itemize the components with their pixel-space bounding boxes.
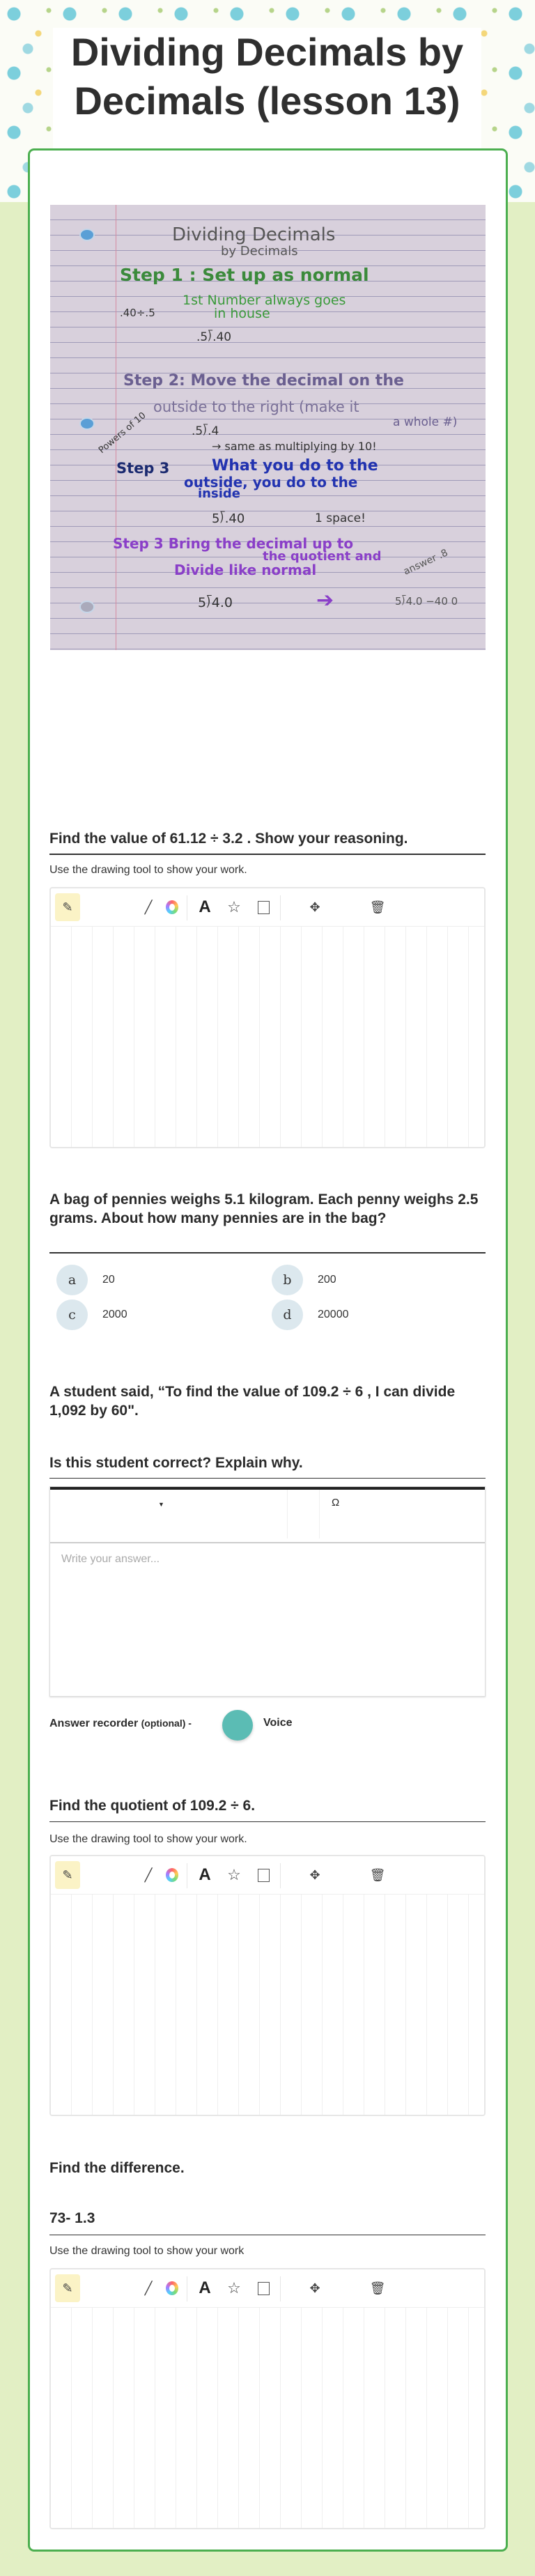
question-5-instruction: Use the drawing tool to show your work: [49, 2245, 245, 2257]
option-text: 200: [318, 1274, 336, 1286]
notes-text: 5⟌.40: [212, 511, 245, 526]
notes-text: a whole #): [393, 415, 458, 429]
text-icon[interactable]: A: [199, 1865, 211, 1884]
option-text: 2000: [102, 1309, 127, 1320]
drawing-board-1[interactable]: [49, 887, 486, 1148]
option-a[interactable]: [56, 1265, 115, 1295]
recorder-optional: (optional) -: [141, 1718, 192, 1729]
title-banner: [53, 28, 481, 148]
binder-hole: [79, 601, 95, 613]
option-c[interactable]: [56, 1299, 127, 1330]
text-icon[interactable]: A: [199, 897, 211, 916]
notes-text: outside, you do to the: [184, 474, 358, 491]
drawing-board-3[interactable]: [49, 2268, 486, 2529]
pencil-icon[interactable]: ✎: [55, 2274, 80, 2302]
drawing-board-2[interactable]: [49, 1855, 486, 2116]
option-text: 20000: [318, 1309, 349, 1320]
trash-icon[interactable]: 🗑: [369, 1867, 386, 1882]
dropdown-arrow-icon[interactable]: ▼: [158, 1501, 164, 1508]
page-title: Dividing Decimals by Decimals (lesson 13): [70, 30, 464, 123]
question-1-heading: Find the value of 61.12 ÷ 3.2 . Show your reasoning.: [49, 831, 408, 847]
notes-text: 1st Number always goes: [183, 293, 346, 308]
arrow-icon: ➔: [316, 588, 334, 612]
image-icon[interactable]: [251, 893, 276, 921]
notes-text: outside to the right (make it: [153, 399, 359, 415]
move-icon[interactable]: ✥: [309, 900, 320, 914]
move-icon[interactable]: ✥: [309, 1867, 320, 1882]
divider: [49, 1821, 486, 1822]
move-icon[interactable]: ✥: [309, 2281, 320, 2295]
question-2-heading: A bag of pennies weighs 5.1 kilogram. Each penny weighs 2.5 grams. About how many pennies are in the bag?: [49, 1191, 479, 1226]
color-wheel-icon[interactable]: [160, 1861, 185, 1889]
binder-hole: [79, 417, 95, 430]
drawing-toolbar: [51, 2269, 484, 2308]
drawing-canvas[interactable]: [51, 2308, 484, 2528]
question-1-instruction: Use the drawing tool to show your work.: [49, 864, 247, 876]
brush-icon[interactable]: ╱: [144, 1867, 153, 1882]
notes-text: 1 space!: [315, 511, 366, 525]
option-letter: b: [272, 1265, 303, 1295]
drawing-toolbar: [51, 888, 484, 927]
image-icon[interactable]: [251, 2274, 276, 2302]
binder-hole: [79, 229, 95, 241]
question-4-heading: Find the quotient of 109.2 ÷ 6.: [49, 1798, 256, 1814]
option-letter: c: [56, 1299, 88, 1330]
drawing-toolbar: [51, 1856, 484, 1895]
notes-text: in house: [214, 306, 270, 321]
star-icon[interactable]: ☆: [227, 2279, 241, 2297]
star-icon[interactable]: ☆: [227, 898, 241, 916]
option-d[interactable]: [272, 1299, 349, 1330]
notes-text: 5⟌4.0: [198, 595, 233, 610]
option-letter: a: [56, 1265, 88, 1295]
option-text: 20: [102, 1274, 115, 1286]
notes-step1: Step 1 : Set up as normal: [120, 265, 369, 285]
record-voice-button[interactable]: [222, 1710, 253, 1741]
notes-step4: Step 3 Bring the decimal up to: [113, 535, 354, 552]
question-5-expression: 73- 1.3: [49, 2210, 95, 2226]
option-b[interactable]: [272, 1265, 336, 1295]
notes-text: .5⟌.40: [196, 330, 232, 344]
drawing-canvas[interactable]: [51, 927, 484, 1147]
question-3-heading: A student said, “To find the value of 109.2 ÷ 6 , I can divide 1,092 by 60".: [49, 1384, 456, 1419]
color-wheel-icon[interactable]: [160, 2274, 185, 2302]
editor-toolbar: [50, 1490, 485, 1543]
divider: [49, 854, 486, 855]
notes-heading: Dividing Decimals: [172, 224, 336, 245]
notes-text: the quotient and: [263, 549, 382, 564]
pencil-icon[interactable]: ✎: [55, 1861, 80, 1889]
notes-step3: Step 3: [116, 460, 170, 477]
color-wheel-icon[interactable]: [160, 893, 185, 921]
brush-icon[interactable]: ╱: [144, 900, 153, 914]
notes-text: 5⟌4.0 −40 0: [395, 595, 458, 608]
brush-icon[interactable]: ╱: [144, 2281, 153, 2295]
notes-text: answer .8: [401, 547, 450, 578]
divider: [49, 1478, 486, 1479]
recorder-label: Answer recorder: [49, 1718, 139, 1729]
notes-step2: Step 2: Move the decimal on the: [123, 372, 404, 390]
divider: [49, 1252, 486, 1254]
option-letter: d: [272, 1299, 303, 1330]
voice-label: Voice: [263, 1717, 293, 1729]
drawing-canvas[interactable]: [51, 1895, 484, 2115]
notes-text: Divide like normal: [174, 562, 317, 578]
star-icon[interactable]: ☆: [227, 1866, 241, 1883]
notes-text: .40÷.5: [120, 307, 155, 319]
notes-text: .5⟌.4: [192, 424, 219, 438]
answer-textarea[interactable]: Write your answer...: [61, 1553, 160, 1565]
notes-text: Powers of 10: [96, 410, 148, 456]
notes-text: What you do to the: [212, 457, 378, 475]
image-icon[interactable]: [251, 1861, 276, 1889]
rich-text-editor: [49, 1486, 486, 1697]
trash-icon[interactable]: 🗑: [369, 900, 386, 914]
text-icon[interactable]: A: [199, 2278, 211, 2297]
notes-text: inside: [198, 486, 240, 501]
question-5-heading: Find the difference.: [49, 2160, 185, 2176]
notes-text: → same as multiplying by 10!: [212, 440, 377, 453]
notes-heading: by Decimals: [221, 244, 298, 259]
notes-photo: [50, 205, 486, 650]
pencil-icon[interactable]: ✎: [55, 893, 80, 921]
question-3-subheading: Is this student correct? Explain why.: [49, 1455, 303, 1471]
answer-recorder-label: [49, 1718, 192, 1730]
question-4-instruction: Use the drawing tool to show your work.: [49, 1833, 247, 1845]
special-character-icon[interactable]: Ω: [332, 1497, 340, 1509]
trash-icon[interactable]: 🗑: [369, 2281, 386, 2295]
